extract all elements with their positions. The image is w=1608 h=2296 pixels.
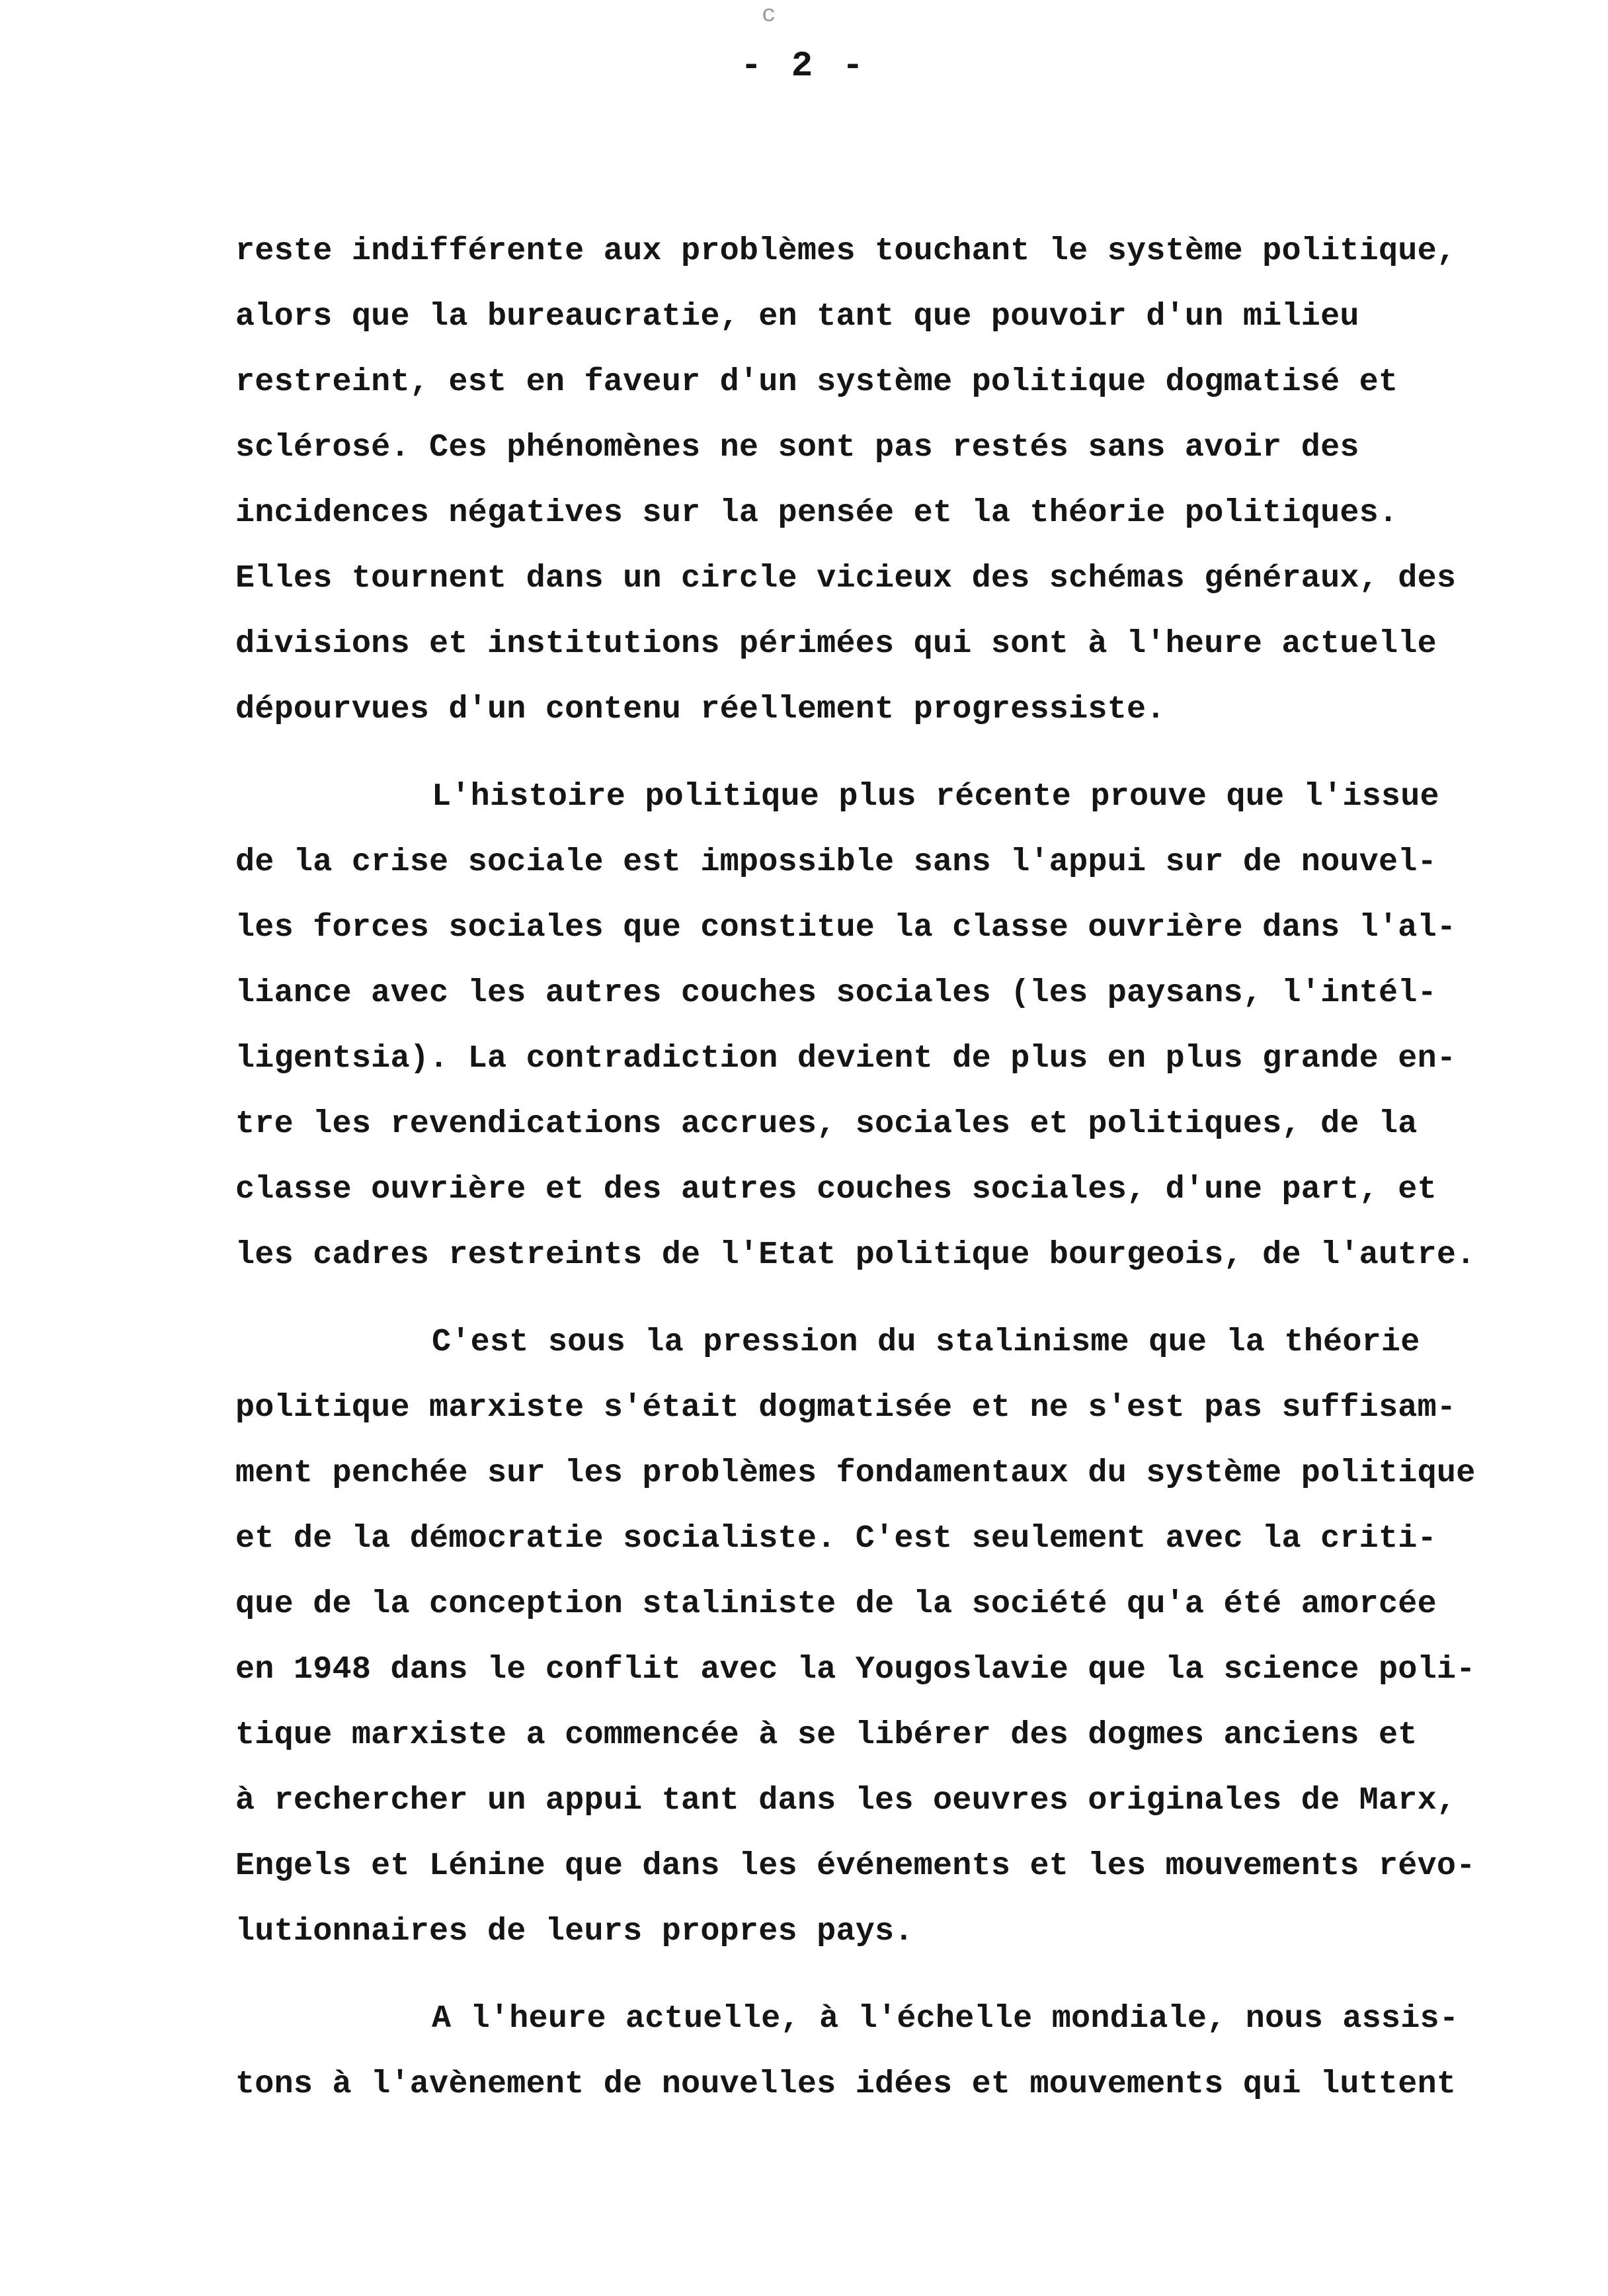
text-line: les forces sociales que constitue la classe ouvrière dans l'al- — [235, 909, 1457, 946]
text-line: et de la démocratie socialiste. C'est seulement avec la criti- — [235, 1520, 1437, 1557]
text-line: en 1948 dans le conflit avec la Yougoslavie que la science poli- — [235, 1651, 1476, 1688]
text-line: ligentsia). La contradiction devient de plus en plus grande en- — [235, 1040, 1457, 1077]
text-line: incidences négatives sur la pensée et la théorie politiques. — [235, 495, 1398, 531]
stray-mark: c — [762, 1, 776, 28]
text-line: lutionnaires de leurs propres pays. — [235, 1913, 914, 1949]
paragraph-spacer — [235, 742, 1545, 764]
text-line: liance avec les autres couches sociales (les paysans, l'intél- — [235, 975, 1437, 1011]
paragraph-spacer — [235, 1964, 1545, 1986]
text-line: dépourvues d'un contenu réellement progressiste. — [235, 691, 1166, 727]
page-number: - 2 - — [740, 46, 868, 87]
text-line: de la crise sociale est impossible sans l'appui sur de nouvel- — [235, 844, 1437, 880]
text-line: Engels et Lénine que dans les événements et les mouvements révo- — [235, 1848, 1476, 1884]
text-line: Elles tournent dans un circle vicieux des schémas généraux, des — [235, 560, 1457, 596]
paragraph-4 — [235, 1986, 1545, 2117]
text-line: C'est sous la pression du stalinisme que la théorie — [432, 1324, 1420, 1360]
body-text — [235, 218, 1545, 2117]
paragraph-spacer — [235, 1288, 1545, 1309]
text-line: classe ouvrière et des autres couches sociales, d'une part, et — [235, 1171, 1437, 1208]
text-line: à rechercher un appui tant dans les oeuvres originales de Marx, — [235, 1782, 1457, 1819]
paragraph-3 — [235, 1309, 1545, 1964]
text-line: tre les revendications accrues, sociales et politiques, de la — [235, 1106, 1418, 1142]
text-line: L'histoire politique plus récente prouve que l'issue — [432, 778, 1439, 815]
text-line: les cadres restreints de l'Etat politique bourgeois, de l'autre. — [235, 1237, 1476, 1273]
text-line: reste indifférente aux problèmes touchant le système politique, — [235, 233, 1457, 269]
text-line: A l'heure actuelle, à l'échelle mondiale, nous assis- — [432, 2000, 1459, 2037]
text-line: politique marxiste s'était dogmatisée et ne s'est pas suffisam- — [235, 1389, 1457, 1426]
text-line: sclérosé. Ces phénomènes ne sont pas restés sans avoir des — [235, 429, 1359, 466]
text-line: ment penchée sur les problèmes fondamentaux du système politique — [235, 1455, 1476, 1491]
text-line: alors que la bureaucratie, en tant que pouvoir d'un milieu — [235, 298, 1359, 335]
paragraph-2 — [235, 764, 1545, 1288]
text-line: tique marxiste a commencée à se libérer des dogmes anciens et — [235, 1717, 1418, 1753]
text-line: que de la conception staliniste de la société qu'a été amorcée — [235, 1586, 1437, 1622]
text-line: tons à l'avènement de nouvelles idées et mouvements qui luttent — [235, 2066, 1457, 2102]
text-line: divisions et institutions périmées qui sont à l'heure actuelle — [235, 626, 1437, 662]
paragraph-1 — [235, 218, 1545, 742]
text-line: restreint, est en faveur d'un système politique dogmatisé et — [235, 364, 1398, 400]
